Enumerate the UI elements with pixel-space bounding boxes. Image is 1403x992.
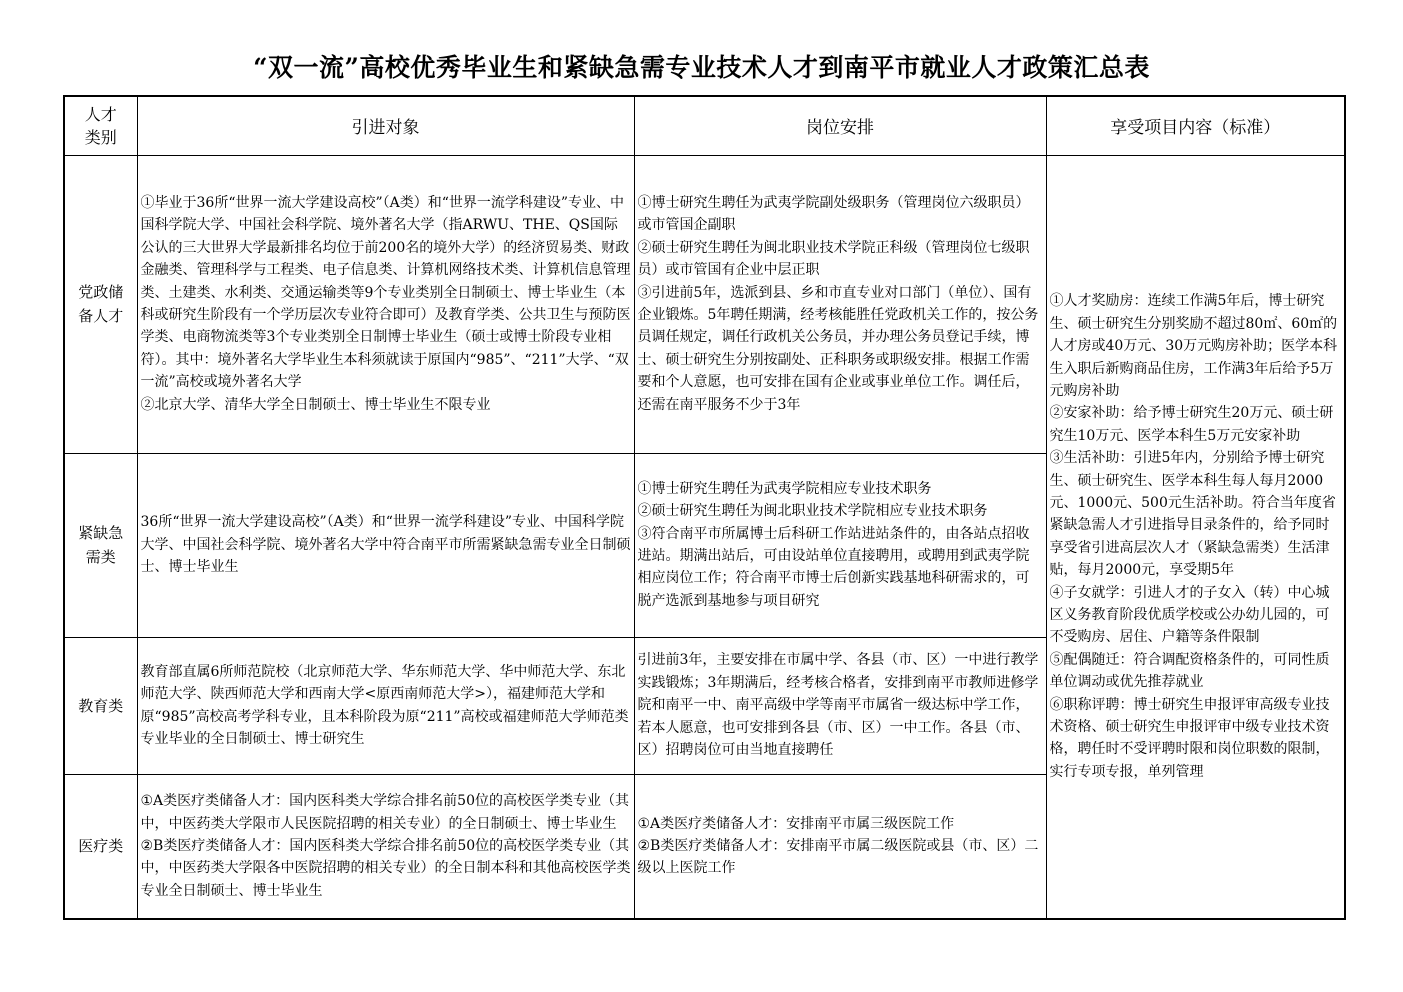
category-cell: 医疗类 xyxy=(64,774,137,919)
position-item: ③符合南平市所属博士后科研工作站进站条件的，由各站点招收进站。期满出站后，可由设站单位直接聘用，或聘用到武夷学院相应岗位工作；符合南平市博士后创新实践基地科研需求的，可脱产选派到基地参与项目研究 xyxy=(637,525,1030,609)
position-item: ①A类医疗类储备人才：安排南平市属三级医院工作 xyxy=(637,815,955,832)
benefit-item: ⑥职称评聘：博士研究生申报评审高级专业技术资格、硕士研究生申报评审中级专业技术资格，聘任时不受评聘时限和岗位职数的限制，实行专项专报，单列管理 xyxy=(1049,696,1330,780)
position-cell xyxy=(634,453,1046,637)
header-benefits: 享受项目内容（标准） xyxy=(1046,96,1345,155)
category-cell: 党政储备人才 xyxy=(64,155,137,453)
target-item: 教育部直属6所师范院校（北京师范大学、华东师范大学、华中师范大学、东北师范大学、陕西师范大学和西南大学<原西南师范大学>），福建师范大学和原“985”高校高考学科专业，且本科阶段为原“211”高校或福建师范大学师范类专业毕业的全日制硕士、博士研究生 xyxy=(140,663,629,747)
target-cell xyxy=(137,637,634,774)
benefit-item: ③生活补助：引进5年内，分别给予博士研究生、硕士研究生、医学本科生每人每月2000元、1000元、500元生活补助。符合当年度省紧缺急需人才引进指导目录条件的，给予同时享受省引进高层次人才（紧缺急需类）生活津贴，每月2000元，享受期5年 xyxy=(1049,450,1336,579)
position-item: ②硕士研究生聘任为闽北职业技术学院相应专业技术职务 xyxy=(637,503,988,520)
position-item: ②硕士研究生聘任为闽北职业技术学院正科级（管理岗位七级职员）或市管国有企业中层正职 xyxy=(637,239,1030,279)
position-item: ①博士研究生聘任为武夷学院相应专业技术职务 xyxy=(637,480,932,497)
target-item: ①毕业于36所“世界一流大学建设高校”（A类）和“世界一流学科建设”专业、中国科学院大学、中国社会科学院、境外著名大学（指ARWU、THE、QS国际公认的三大世界大学最新排名均位于前200名的境外大学）的经济贸易类、财政金融类、管理科学与工程类、电子信息类、计算机网络技术类、计算机信息管理类、土建类、水利类、交通运输类等9个专业类别全日制硕士、博士毕业生（本科或研究生阶段有一个学历层次专业符合即可）及教育学类、公共卫生与预防医学类、电商物流类等3个专业类别全日制博士毕业生（硕士或博士阶段专业相符）。其中：境外著名大学毕业生本科须就读于原国内“985”、“211”大学、“双一流”高校或境外著名大学 xyxy=(140,194,631,391)
header-category: 人才类别 xyxy=(64,96,137,155)
benefit-item: ①人才奖励房：连续工作满5年后，博士研究生、硕士研究生分别奖励不超过80㎡、60㎡的人才房或40万元、30万元购房补助；医学本科生入职后新购商品住房，工作满3年后给予5万元购房补助 xyxy=(1049,293,1338,399)
target-cell xyxy=(137,453,634,637)
target-item: ①A类医疗类储备人才：国内医科类大学综合排名前50位的高校医学类专业（其中，中医药类大学限市人民医院招聘的相关专业）的全日制硕士、博士毕业生 xyxy=(140,793,629,832)
header-target: 引进对象 xyxy=(137,96,634,155)
policy-table xyxy=(63,95,1346,920)
target-item: ②B类医疗类储备人才：国内医科类大学综合排名前50位的高校医学类专业（其中，中医药类大学限各中医院招聘的相关专业）的全日制本科和其他高校医学类专业全日制硕士、博士毕业生 xyxy=(140,838,631,899)
benefits-cell xyxy=(1046,155,1345,919)
position-item: ①博士研究生聘任为武夷学院副处级职务（管理岗位六级职员）或市管国企副职 xyxy=(637,194,1030,234)
category-cell: 紧缺急需类 xyxy=(64,453,137,637)
table-row xyxy=(64,155,1345,453)
position-item: ②B类医疗类储备人才：安排南平市属二级医院或县（市、区）二级以上医院工作 xyxy=(637,838,1039,877)
benefit-item: ④子女就学：引进人才的子女入（转）中心城区义务教育阶段优质学校或公办幼儿园的，可不受购房、居住、户籍等条件限制 xyxy=(1049,584,1330,646)
header-position: 岗位安排 xyxy=(634,96,1046,155)
header-row xyxy=(64,96,1345,155)
position-cell xyxy=(634,774,1046,919)
target-cell xyxy=(137,774,634,919)
page-title: “双一流”高校优秀毕业生和紧缺急需专业技术人才到南平市就业人才政策汇总表 xyxy=(253,53,1150,82)
target-cell xyxy=(137,155,634,453)
target-item: 36所“世界一流大学建设高校”（A类）和“世界一流学科建设”专业、中国科学院大学、中国社会科学院、境外著名大学中符合南平市所需紧缺急需专业全日制硕士、博士毕业生 xyxy=(140,514,631,576)
position-item: 引进前3年，主要安排在市属中学、各县（市、区）一中进行教学实践锻炼；3年期满后，经考核合格者，安排到南平市教师进修学院和南平一中、南平高级中学等南平市属省一级达标中学工作，若本人愿意，也可安排到各县（市、区）一中工作。各县（市、区）招聘岗位可由当地直接聘任 xyxy=(637,652,1039,759)
position-cell xyxy=(634,637,1046,774)
category-cell: 教育类 xyxy=(64,637,137,774)
position-item: ③引进前5年，选派到县、乡和市直专业对口部门（单位）、国有企业锻炼。5年聘任期满，经考核能胜任党政机关工作的，按公务员调任规定，调任行政机关公务员，并办理公务员登记手续，博士、硕士研究生分别按副处、正科职务或职级安排。根据工作需要和个人意愿，也可安排在国有企业或事业单位工作。调任后，还需在南平服务不少于3年 xyxy=(637,284,1039,413)
benefit-item: ⑤配偶随迁：符合调配资格条件的，可同性质单位调动或优先推荐就业 xyxy=(1049,651,1330,691)
position-cell xyxy=(634,155,1046,453)
benefit-item: ②安家补助：给予博士研究生20万元、硕士研究生10万元、医学本科生5万元安家补助 xyxy=(1049,405,1334,444)
target-item: ②北京大学、清华大学全日制硕士、博士毕业生不限专业 xyxy=(140,396,491,413)
